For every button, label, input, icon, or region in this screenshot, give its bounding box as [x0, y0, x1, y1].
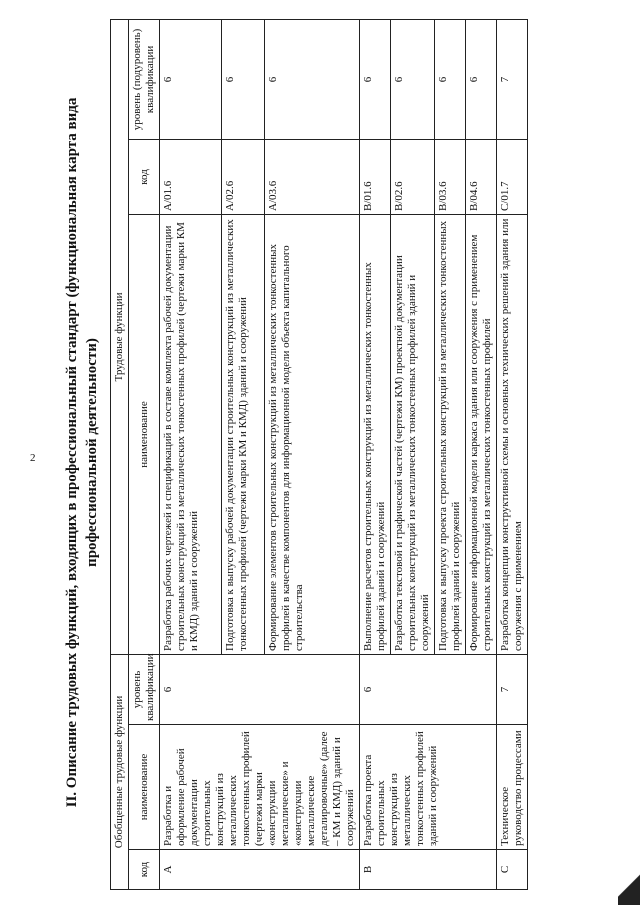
function-code: A/02.6	[221, 139, 264, 214]
function-code: A/01.6	[160, 139, 222, 214]
function-code: B/01.6	[360, 139, 391, 214]
group-level: 7	[497, 654, 528, 724]
header-labor: Трудовые функции	[111, 19, 129, 654]
table-row	[160, 19, 222, 889]
header-code: код	[129, 850, 160, 890]
function-name: Разработка рабочих чертежей и спецификаций в составе комплекта рабочей документации строительных конструкций из металлических тонкостенных профилей (чертежи марки КМ и КМД) зданий и сооружений	[160, 214, 222, 654]
function-level: 6	[466, 19, 497, 139]
group-name: Разработка и оформление рабочей документации строительных конструкций из металлических тонкостенных профилей (чертежи марки «конструкции металлические» и «конструкции металлические деталировочные» (далее – КМ и КМД) зданий и сооружений	[160, 725, 360, 850]
section-title	[62, 0, 102, 905]
function-level: 6	[435, 19, 466, 139]
group-name: Разработка проекта строительных конструкций из металлических тонкостенных профилей зданий и сооружений	[360, 725, 497, 850]
function-level: 6	[160, 19, 222, 139]
function-name: Выполнение расчетов строительных конструкций из металлических тонкостенных профилей зданий и сооружений	[360, 214, 391, 654]
function-name: Формирование информационной модели каркаса здания или сооружения с применением строительных конструкций из металлических тонкостенных профилей	[466, 214, 497, 654]
function-name: Подготовка к выпуску проекта строительных конструкций из металлических тонкостенных профилей зданий и сооружений	[435, 214, 466, 654]
group-code: А	[160, 850, 360, 890]
function-code: B/04.6	[466, 139, 497, 214]
group-level: 6	[360, 654, 497, 724]
header-level-sub: уровень (подуровень) квалификации	[129, 19, 160, 139]
header-name: наименование	[129, 725, 160, 850]
header-code-2: код	[129, 139, 160, 214]
header-name-2: наименование	[129, 214, 160, 654]
function-level: 7	[497, 19, 528, 139]
function-name: Разработка концепции конструктивной схемы и основных технических решений здания или сооружения с применением	[497, 214, 528, 654]
function-level: 6	[360, 19, 391, 139]
header-level: уровень квалификации	[129, 654, 160, 724]
section-title-line2: профессиональной деятельности)	[84, 338, 100, 567]
function-name: Формирование элементов строительных конструкций из металлических тонкостенных профилей в качестве компонентов для информационной модели объекта капитального строительства	[265, 214, 360, 654]
page-number: 2	[30, 452, 36, 464]
function-code: B/02.6	[391, 139, 435, 214]
functional-map-table-wrapper	[110, 20, 528, 890]
group-name: Техническое руководство процессами	[497, 725, 528, 850]
table-row	[360, 19, 391, 889]
group-level: 6	[160, 654, 360, 724]
group-code: В	[360, 850, 497, 890]
function-level: 6	[391, 19, 435, 139]
function-code: B/03.6	[435, 139, 466, 214]
function-level: 6	[265, 19, 360, 139]
function-name: Разработка текстовой и графической частей (чертежи КМ) проектной документации строительных конструкций из металлических тонкостенных профилей зданий и сооружений	[391, 214, 435, 654]
function-code: A/03.6	[265, 139, 360, 214]
functional-map-table	[110, 19, 528, 890]
header-generalized: Обобщенные трудовые функции	[111, 654, 129, 889]
function-name: Подготовка к выпуску рабочей документации строительных конструкций из металлических тонкостенных профилей (чертежи марки КМ и КМД) зданий и сооружений	[221, 214, 264, 654]
function-level: 6	[221, 19, 264, 139]
function-code: C/01.7	[497, 139, 528, 214]
group-code: С	[497, 850, 528, 890]
section-title-line1: II. Описание трудовых функций, входящих в профессиональный стандарт (функциональная карта вида	[64, 97, 80, 808]
table-row	[497, 19, 528, 889]
scan-edge-mark	[618, 865, 640, 905]
